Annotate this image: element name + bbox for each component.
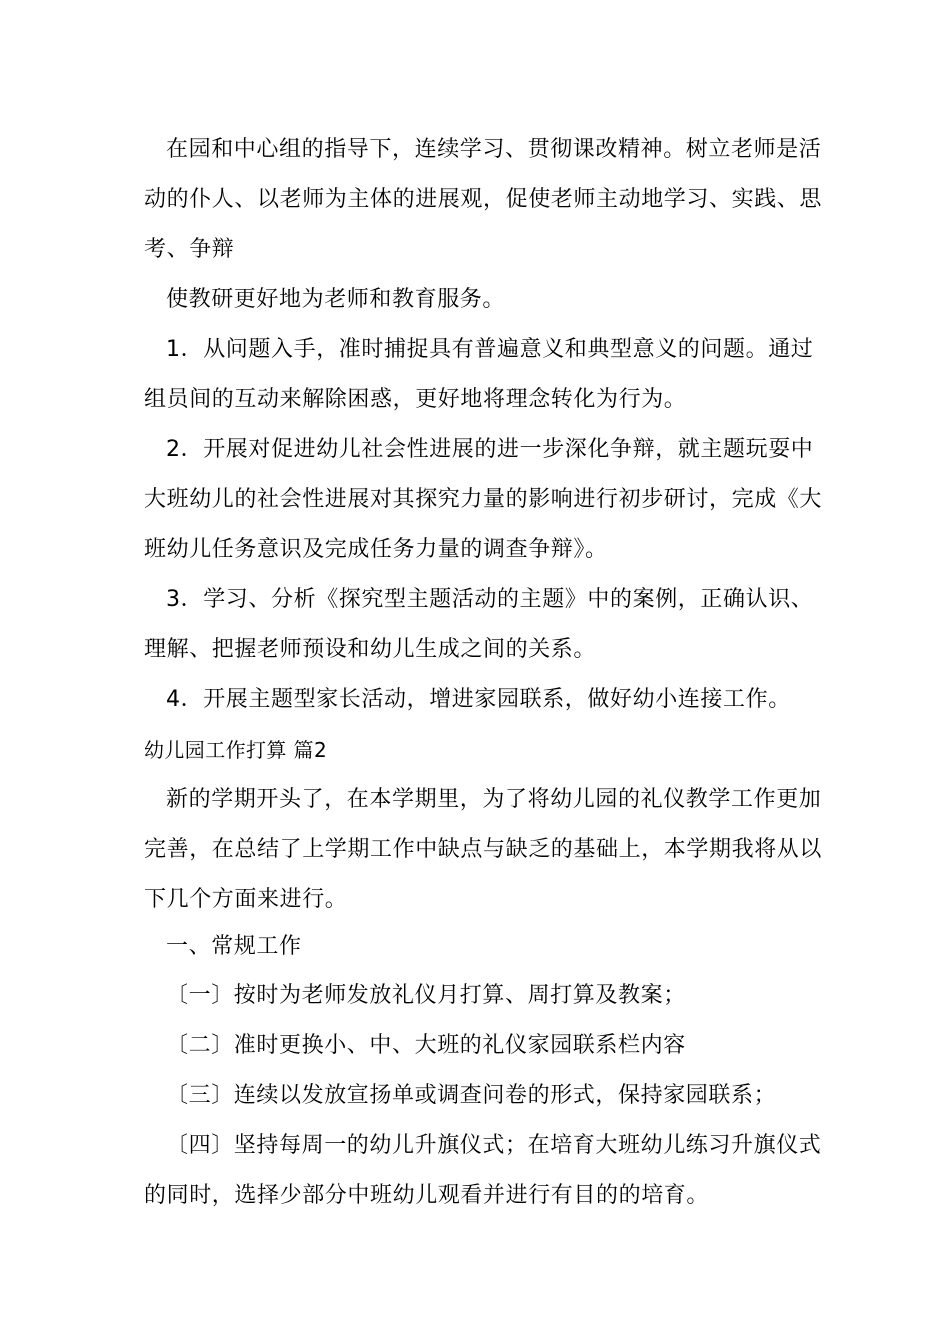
paragraph-intro: 在园和中心组的指导下，连续学习、贯彻课改精神。树立老师是活动的仆人、以老师为主体的进展观，促使老师主动地学习、实践、思考、争辩	[144, 137, 823, 262]
paragraph-item-2: 2．开展对促进幼儿社会性进展的进一步深化争辩，就主题玩耍中大班幼儿的社会性进展对其探究力量的影响进行初步研讨，完成《大班幼儿任务意识及完成任务力量的调查争辩》。	[144, 437, 823, 562]
paragraph-item-1: 1．从问题入手，准时捕捉具有普遍意义和典型意义的问题。通过组员间的互动来解除困惑，更好地将理念转化为行为。	[144, 337, 814, 412]
section-heading: 幼儿园工作打算 篇2	[144, 738, 328, 762]
paragraph-teaching-service: 使教研更好地为老师和教育服务。	[166, 287, 506, 312]
paragraph-routine-3: 〔三〕连续以发放宣扬单或调查问卷的形式，保持家园联系；	[166, 1083, 777, 1108]
paragraph-routine-1: 〔一〕按时为老师发放礼仪月打算、周打算及教案；	[166, 983, 686, 1008]
paragraph-new-semester: 新的学期开头了，在本学期里，为了将幼儿园的礼仪教学工作更加完善，在总结了上学期工作中缺点与缺乏的基础上，本学期我将从以下几个方面来进行。	[144, 787, 823, 912]
paragraph-routine-heading: 一、常规工作	[166, 934, 302, 959]
paragraph-routine-4: 〔四〕坚持每周一的幼儿升旗仪式；在培育大班幼儿练习升旗仪式的同时，选择少部分中班幼儿观看并进行有目的的培育。	[144, 1133, 822, 1208]
paragraph-routine-2: 〔二〕准时更换小、中、大班的礼仪家园联系栏内容	[166, 1033, 686, 1058]
paragraph-item-3: 3．学习、分析《探究型主题活动的主题》中的案例，正确认识、理解、把握老师预设和幼儿生成之间的关系。	[144, 587, 814, 662]
paragraph-item-4: 4．开展主题型家长活动，增进家园联系，做好幼小连接工作。	[166, 687, 791, 712]
